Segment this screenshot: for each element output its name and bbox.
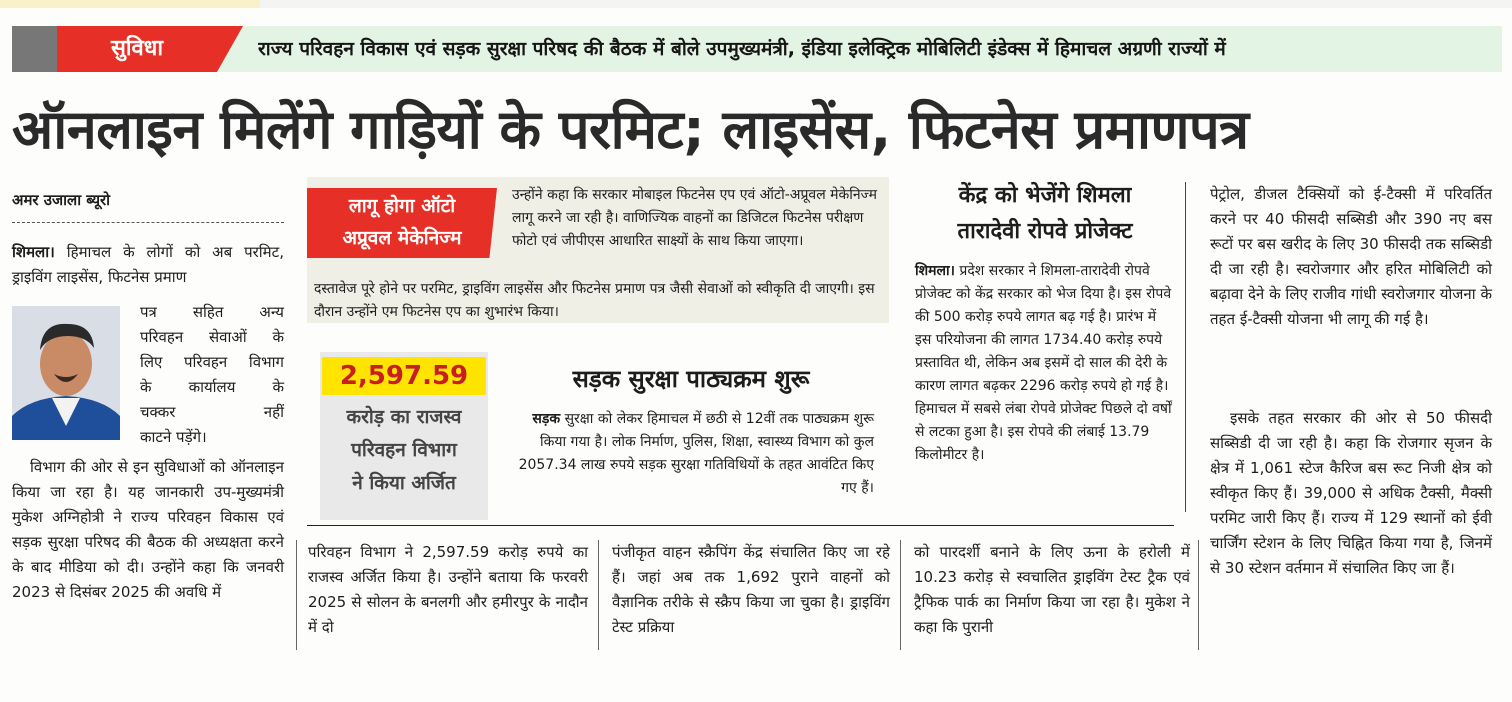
dateline: शिमला। xyxy=(915,263,955,279)
curriculum-heading: सड़क सुरक्षा पाठ्यक्रम शुरू xyxy=(572,365,810,393)
curriculum-body: सुरक्षा को लेकर हिमाचल में छठी से 12वीं तक पाठ्यक्रम शुरू किया गया है। लोक निर्माण, पुलिस, शिक्षा, स्वास्थ्य विभाग को कुल 2057.34 लाख रुपये सड़क सुरक्षा गतिविधियों के तहत आवंटित किए गए हैं। xyxy=(518,411,874,496)
ropeway-heading xyxy=(915,178,1175,252)
top-strip xyxy=(0,0,1512,8)
person-photo xyxy=(12,306,120,440)
autoapproval-text: उन्होंने कहा कि सरकार मोबाइल फिटनेस एप एवं ऑटो-अप्रूवल मेकेनिज्म लागू करने जा रही है। वाणिज्यिक वाहनों का डिजिटल फिटनेस परीक्षण फोटो एवं जीपीएस आधारित साक्ष्यों के साथ किया जाएगा। xyxy=(512,187,878,249)
revenue-caption xyxy=(322,401,486,517)
revenue-value: 2,597.59 xyxy=(339,361,469,391)
col1-lead xyxy=(12,240,284,290)
bottom-col2: परिवहन विभाग ने 2,597.59 करोड़ रुपये का राजस्व अर्जित किया है। उन्होंने बताया कि फरवरी 2025 से सोलन के बनलगी और हमीरपुर के नादौन में दो xyxy=(308,543,588,636)
byline: अमर उजाला ब्यूरो xyxy=(12,191,111,209)
column-rule xyxy=(900,540,901,650)
curriculum-text xyxy=(508,408,874,500)
caption-line: ने किया अर्जित xyxy=(352,472,456,494)
col1-para2: विभाग की ओर से इन सुविधाओं को ऑनलाइन किया जा रहा है। यह जानकारी उप-मुख्यमंत्री मुकेश अग्निहोत्री ने राज्य परिवहन विकास एवं सड़क सुरक्षा परिषद की बैठक की अध्यक्षता करने के बाद मीडिया को दी। उन्होंने कहा कि जनवरी 2023 से दिसंबर 2025 की अवधि में xyxy=(12,458,284,601)
heading-line: लागू होगा ऑटो xyxy=(348,195,456,217)
wrap-line: पत्र सहित अन्य xyxy=(140,303,284,321)
heading-line: केंद्र को भेजेंगे शिमला xyxy=(958,183,1132,208)
dateline: शिमला। xyxy=(12,243,55,261)
bottom-col3: पंजीकृत वाहन स्क्रैपिंग केंद्र संचालित किए जा रहे हैं। जहां अब तक 1,692 पुराने वाहनों को वैज्ञानिक तरीके से स्क्रैप किया जा चुका है। ड्राइविंग टेस्ट प्रक्रिया xyxy=(612,543,890,636)
wrap-line: परिवहन सेवाओं के xyxy=(140,328,284,346)
curriculum-lead: सड़क xyxy=(532,411,561,427)
bottom-col4: को पारदर्शी बनाने के लिए ऊना के हरोली में 10.23 करोड़ से स्वचालित ड्राइविंग टेस्ट ट्रैक एवं ट्रैफिक पार्क का निर्माण किया जा रहा है। मुकेश ने कहा कि पुरानी xyxy=(914,543,1190,636)
kicker-subhead: राज्य परिवहन विकास एवं सड़क सुरक्षा परिषद की बैठक में बोले उपमुख्यमंत्री, इंडिया इलेक्ट्रिक मोबिलिटी इंडेक्स में हिमाचल अग्रणी राज्यों में xyxy=(258,38,1226,60)
byline-rule xyxy=(12,222,284,223)
column-rule xyxy=(598,540,599,650)
banner-grey-block xyxy=(12,26,57,72)
autoapproval-heading xyxy=(307,190,497,256)
wrap-line: लिए परिवहन विभाग xyxy=(140,353,284,371)
column-rule xyxy=(1185,182,1186,512)
ropeway-text xyxy=(915,260,1175,467)
heading-line: तारादेवी रोपवे प्रोजेक्ट xyxy=(957,219,1133,244)
col5-para2: इसके तहत सरकार की ओर से 50 फीसदी सब्सिडी दी जा रही है। कहा कि रोजगार सृजन के क्षेत्र में 1,061 स्टेज कैरिज बस रूट निजी क्षेत्र को स्वीकृत किए हैं। 39,000 से अधिक टैक्सी, मैक्सी परमिट जारी किए हैं। राज्य में 129 स्थानों को ईवी चार्जिंग स्टेशन के लिए चिह्नित किया गया है, जिनमें से 30 स्टेशन वर्तमान में संचालित किए जा हैं। xyxy=(1210,409,1492,577)
heading-line: अप्रूवल मेकेनिज्म xyxy=(342,227,462,249)
lead-text: हिमाचल के लोगों को अब परमिट, ड्राइविंग लाइसेंस, फिटनेस प्रमाण xyxy=(12,243,284,286)
ropeway-body: प्रदेश सरकार ने शिमला-तारादेवी रोपवे प्रोजेक्ट को केंद्र सरकार को भेज दिया है। इस रोपवे की 500 करोड़ रुपये लागत बढ़ गई है। प्रारंभ में इस परियोजना की लागत 1734.40 करोड़ रुपये प्रस्तावित थी, लेकिन अब इसमें दो साल की देरी के कारण लागत बढ़कर 2296 करोड़ रुपये हो गई है। हिमाचल में सबसे लंबा रोपवे प्रोजेक्ट पिछले दो वर्षों से लटका हुआ है। इस रोपवे की लंबाई 13.79 किलोमीटर है। xyxy=(915,263,1172,463)
autoapproval-text-2: दस्तावेज पूरे होने पर परमिट, ड्राइविंग लाइसेंस और फिटनेस प्रमाण पत्र जैसी सेवाओं को स्वीकृति दी जाएगी। इस दौरान उन्होंने एम फिटनेस एप का शुभारंभ किया। xyxy=(314,281,875,320)
col5-para1: पेट्रोल, डीजल टैक्सियों को ई-टैक्सी में परिवर्तित करने पर 40 फीसदी सब्सिडी और 390 नए बस रूटों पर बस खरीद के लिए 30 फीसदी तक सब्सिडी दी जा रही है। स्वरोजगार और हरित मोबिलिटी को बढ़ावा देने के लिए राजीव गांधी स्वरोजगार योजना के तहत ई-टैक्सी योजना भी लागू की गई है। xyxy=(1210,185,1492,328)
column-rule xyxy=(296,540,297,650)
caption-line: करोड़ का राजस्व xyxy=(346,406,462,428)
col1-wrap xyxy=(140,300,284,450)
caption-line: परिवहन विभाग xyxy=(351,439,457,461)
wrap-line: काटने पड़ेंगे। xyxy=(140,428,207,446)
horizontal-rule xyxy=(307,525,1174,526)
wrap-line: के कार्यालय के xyxy=(140,378,284,396)
column-rule xyxy=(1198,540,1199,650)
category-tag: सुविधा xyxy=(110,36,164,61)
wrap-line: चक्कर नहीं xyxy=(140,403,284,421)
headline: ऑनलाइन मिलेंगे गाड़ियों के परमिट; लाइसेंस, फिटनेस प्रमाणपत्र xyxy=(12,98,1249,161)
